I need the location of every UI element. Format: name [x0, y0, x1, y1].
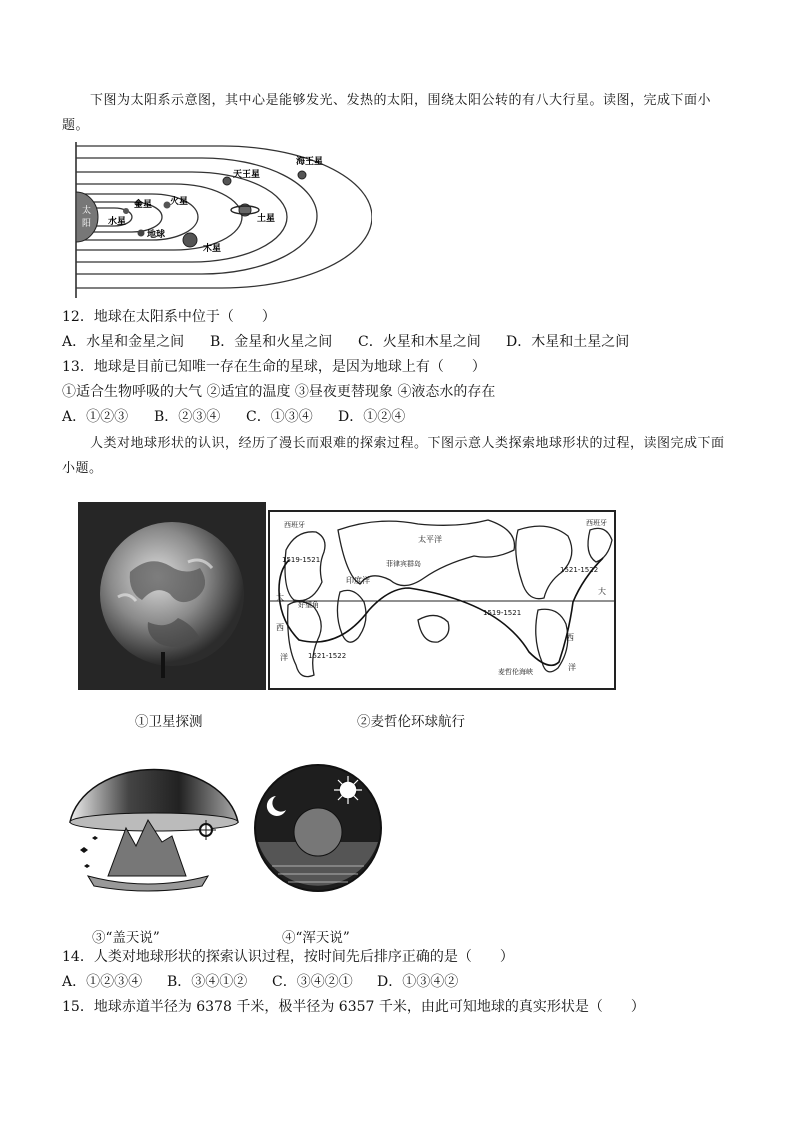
neptune-dot	[298, 171, 306, 179]
q12-option-b[interactable]: B．金星和火星之间	[210, 334, 333, 350]
map-label-spain-right: 西班牙	[586, 519, 607, 527]
q14-option-d[interactable]: D．①③④②	[377, 974, 459, 990]
q12-options	[62, 333, 629, 351]
q13-stem: 13．地球是目前已知唯一存在生命的星球，是因为地球上有（ ）	[62, 359, 486, 375]
map-label-magellan: 麦哲伦海峡	[498, 668, 533, 676]
map-label-indian: 印度洋	[346, 576, 370, 585]
map-year-3: 1519-1521	[483, 609, 522, 617]
sun-label-bottom: 阳	[82, 219, 92, 229]
q15-stem: 15．地球赤道半径为 6378 千米，极半径为 6357 千米，由此可知地球的真实形状是（ ）	[62, 999, 645, 1015]
caption-magellan: ②麦哲伦环球航行	[357, 714, 465, 730]
satellite-earth-photo	[78, 502, 266, 690]
map-atlantic-left-3: 洋	[280, 653, 288, 662]
q14-options	[62, 973, 458, 991]
map-label-pacific: 太平洋	[418, 535, 442, 544]
q12-option-c[interactable]: C．火星和木星之间	[358, 334, 481, 350]
q13-option-d[interactable]: D．①②④	[338, 409, 406, 425]
caption-sphere: ④“浑天说”	[282, 930, 350, 946]
sphere-heaven-illustration	[252, 762, 384, 894]
map-atlantic-left-1: 大	[276, 593, 284, 602]
solar-system-diagram	[62, 140, 372, 300]
neptune-label: 海王星	[296, 157, 324, 167]
jupiter-dot	[183, 233, 197, 247]
map-atlantic-left-2: 西	[276, 623, 284, 632]
uranus-label: 天王星	[233, 170, 261, 180]
map-label-philippines: 菲律宾群岛	[386, 560, 421, 568]
mercury-dot	[123, 208, 129, 214]
q12-option-d[interactable]: D．木星和土星之间	[506, 334, 630, 350]
q12-stem: 12．地球在太阳系中位于（ ）	[62, 309, 276, 325]
earth-dot	[138, 230, 145, 237]
caption-canopy: ③“盖天说”	[92, 930, 160, 946]
map-year-4: 1521-1522	[560, 566, 599, 574]
q13-option-a[interactable]: A．①②③	[62, 409, 129, 425]
q14-stem: 14．人类对地球形状的探索认识过程，按时间先后排序正确的是（ ）	[62, 949, 514, 965]
q14-option-c[interactable]: C．③④②①	[272, 974, 353, 990]
q13-facts: ①适合生物呼吸的大气 ②适宜的温度 ③昼夜更替现象 ④液态水的存在	[62, 384, 496, 400]
map-atlantic-right-1: 大	[598, 587, 606, 596]
q13-option-c[interactable]: C．①③④	[246, 409, 313, 425]
map-label-cape: 好望角	[298, 601, 319, 609]
q13-options	[62, 408, 405, 426]
saturn-label: 土星	[257, 214, 276, 224]
venus-label: 金星	[134, 200, 153, 210]
q14-option-b[interactable]: B．③④①②	[167, 974, 248, 990]
map-year-1: 1519-1521	[282, 556, 321, 564]
magellan-route-map	[268, 510, 616, 690]
mercury-label: 水星	[108, 217, 127, 227]
map-atlantic-right-3: 洋	[568, 663, 576, 672]
map-atlantic-right-2: 西	[566, 633, 574, 642]
intro-earth-shape: 人类对地球形状的认识，经历了漫长而艰难的探索过程。下图示意人类探索地球形状的过程，读图完成下面小题。	[62, 436, 725, 476]
jupiter-label: 木星	[203, 244, 222, 254]
mars-label: 火星	[170, 197, 189, 207]
map-year-2: 1521-1522	[308, 652, 347, 660]
uranus-dot	[223, 177, 231, 185]
earth-label: 地球	[147, 230, 166, 240]
sun-label-top: 太	[82, 206, 92, 216]
map-label-spain-left: 西班牙	[284, 521, 305, 529]
q13-option-b[interactable]: B．②③④	[154, 409, 221, 425]
intro-solar-system: 下图为太阳系示意图，其中心是能够发光、发热的太阳，围绕太阳公转的有八大行星。读图，完成下面小题。	[62, 93, 712, 133]
q12-option-a[interactable]: A．水星和金星之间	[62, 334, 185, 350]
caption-satellite: ①卫星探测	[135, 714, 203, 730]
canopy-heaven-illustration	[68, 758, 242, 898]
q14-option-a[interactable]: A．①②③④	[62, 974, 143, 990]
